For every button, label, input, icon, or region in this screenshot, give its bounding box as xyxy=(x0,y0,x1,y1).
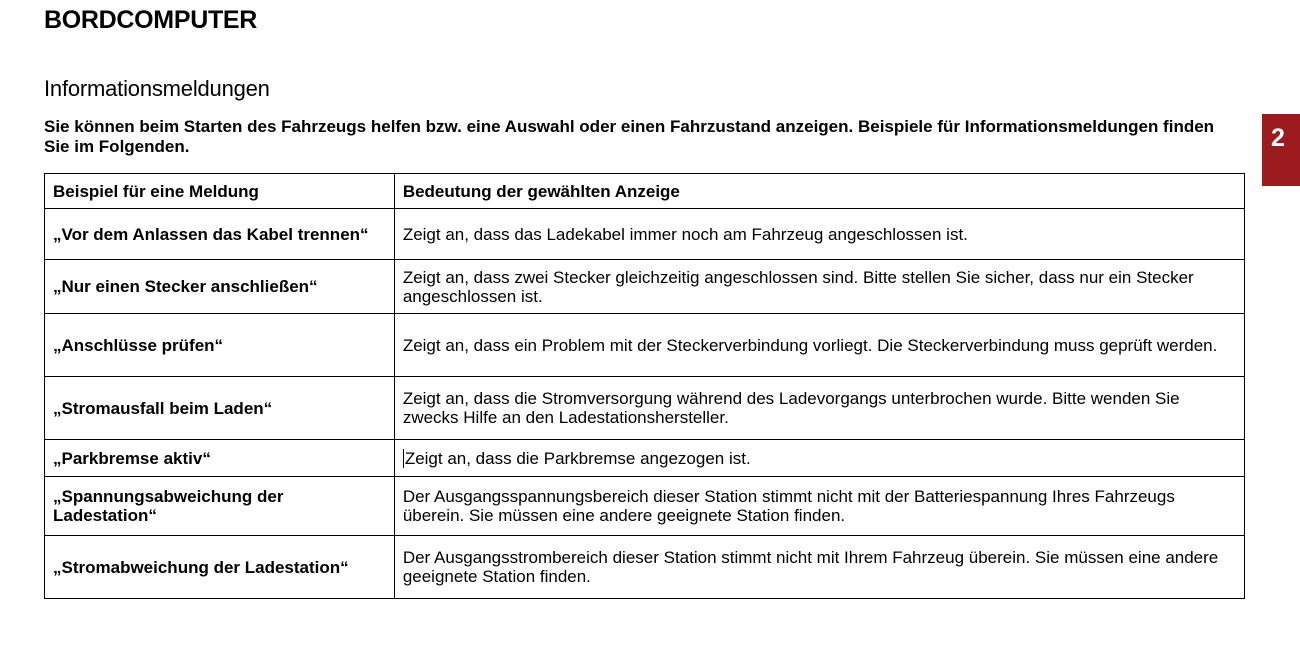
meaning-cell[interactable]: Zeigt an, dass das Ladekabel immer noch am Fahrzeug angeschlossen ist. xyxy=(394,209,1244,260)
table-row xyxy=(45,477,1245,536)
text-cursor xyxy=(403,449,404,468)
meaning-cell[interactable]: Zeigt an, dass die Stromversorgung während des Ladevorgangs unterbrochen wurde. Bitte wenden Sie zwecks Hilfe an den Ladestationshersteller. xyxy=(394,377,1244,440)
chapter-tab: 2 xyxy=(1262,114,1300,186)
information-messages-table xyxy=(44,173,1245,599)
table-row xyxy=(45,536,1245,599)
table-row xyxy=(45,314,1245,377)
table-row xyxy=(45,377,1245,440)
meaning-cell-editing[interactable] xyxy=(394,440,1244,477)
meaning-cell[interactable]: Zeigt an, dass zwei Stecker gleichzeitig angeschlossen sind. Bitte stellen Sie sicher, dass nur ein Stecker angeschlossen ist. xyxy=(394,260,1244,314)
section-heading: Informationsmeldungen xyxy=(44,76,270,101)
table-row xyxy=(45,209,1245,260)
header-meaning: Bedeutung der gewählten Anzeige xyxy=(394,174,1244,209)
meaning-cell[interactable]: Der Ausgangsspannungsbereich dieser Station stimmt nicht mit der Batteriespannung Ihres Fahrzeugs überein. Sie müssen eine andere geeignete Station finden. xyxy=(394,477,1244,536)
meaning-cell[interactable]: Der Ausgangsstrombereich dieser Station stimmt nicht mit Ihrem Fahrzeug überein. Sie müssen eine andere geeignete Station finden. xyxy=(394,536,1244,599)
message-cell: „Anschlüsse prüfen“ xyxy=(45,314,395,377)
meaning-cell[interactable]: Zeigt an, dass ein Problem mit der Steckerverbindung vorliegt. Die Steckerverbindung muss geprüft werden. xyxy=(394,314,1244,377)
table-row xyxy=(45,440,1245,477)
table-row xyxy=(45,260,1245,314)
message-cell: „Spannungsabweichung der Ladestation“ xyxy=(45,477,395,536)
meaning-text: Zeigt an, dass die Parkbremse angezogen ist. xyxy=(404,448,751,468)
header-message: Beispiel für eine Meldung xyxy=(45,174,395,209)
message-cell: „Vor dem Anlassen das Kabel trennen“ xyxy=(45,209,395,260)
message-cell: „Stromabweichung der Ladestation“ xyxy=(45,536,395,599)
page-title: BORDCOMPUTER xyxy=(44,6,258,34)
intro-text: Sie können beim Starten des Fahrzeugs helfen bzw. eine Auswahl oder einen Fahrzustand anzeigen. Beispiele für Informationsmeldungen finden Sie im Folgenden. xyxy=(44,117,1215,156)
message-cell: „Nur einen Stecker anschließen“ xyxy=(45,260,395,314)
message-cell: „Parkbremse aktiv“ xyxy=(45,440,395,477)
table-header-row xyxy=(45,174,1245,209)
message-cell: „Stromausfall beim Laden“ xyxy=(45,377,395,440)
